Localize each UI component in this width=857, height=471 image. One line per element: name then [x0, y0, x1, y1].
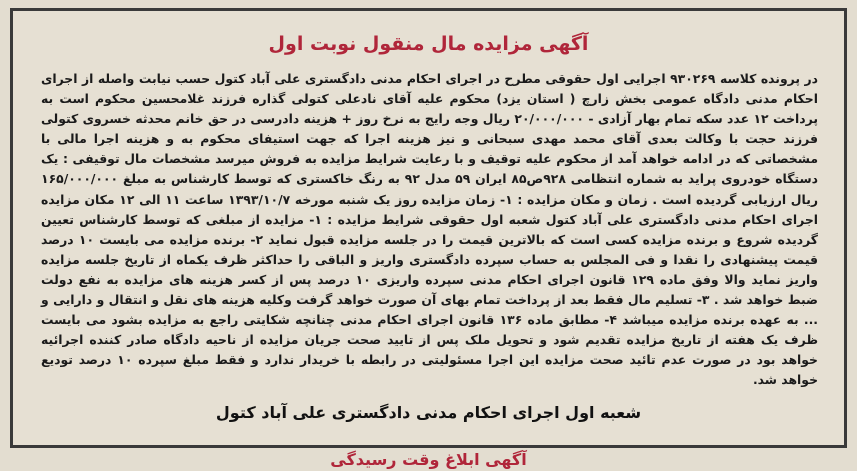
- next-notice-heading: آگهی ابلاغ وقت رسیدگی: [330, 450, 527, 469]
- notice-body: [41, 69, 818, 391]
- notice-title: آگهی مزایده مال منقول نوبت اول: [268, 33, 589, 55]
- notice-signature: شعبه اول اجرای احکام مدنی دادگستری علی آباد کتول: [215, 403, 642, 422]
- auction-notice-box: [10, 8, 847, 448]
- notice-paragraph: در پرونده کلاسه ۹۳۰۲۶۹ اجرایی اول حقوقی مطرح در اجرای احکام مدنی دادگستری علی آباد کتول حسب نیابت واصله از اجرای احکام مدنی دادگاه عمومی بخش زارچ ( استان یزد) محکوم علیه آقای نادعلی کتولی گذاره فرزند غلامحسین محکوم است به پرداخت ۱۲ عدد سکه تمام بهار آزادی - ۲۰/۰۰۰/۰۰۰ ریال وجه رایج به نرخ روز + هزینه دادرسی در حق خانم محدثه خسروی کتولی فرزند حجت با وکالت بعدی آقای محمد مهدی سبحانی و نیز هزینه اجرا که جهت استیفای محکوم به و هزینه اجرا مالی با مشخصاتی که در ادامه خواهد آمد از محکوم علیه توقیف و با رعایت شرایط مزایده به فروش میرسد مشخصات مال توقیفی : یک دستگاه خودروی پراید به شماره انتظامی ۹۲۸ص۸۵ ایران ۵۹ مدل ۹۲ به رنگ خاکستری که توسط کارشناس به مبلغ ۱۶۵/۰۰۰/۰۰۰ ریال ارزیابی گردیده است . زمان و مکان مزایده : ۱- زمان مزایده روز یک شنبه مورخه ۱۳۹۳/۱۰/۷ ساعت ۱۱ الی ۱۲ مکان مزایده اجرای احکام مدنی دادگستری علی آباد کتول شعبه اول حقوقی شرایط مزایده : ۱- مزایده از مبلغی که توسط کارشناس تعیین گردیده شروع و برنده مزایده کسی است که بالاترین قیمت را در جلسه مزایده قبول نماید ۲- برنده مزایده می بایست ۱۰ درصد قیمت پیشنهادی را نقدا و فی المجلس به حساب سپرده دادگستری واریز و الباقی را حداکثر ظرف یکماه از تاریخ جلسه مزایده واریز نماید والا وفق ماده ۱۲۹ قانون اجرای احکام مدنی سپرده واریزی ۱۰ درصد پس از کسر هزینه های مزایده به نفع دولت ضبط خواهد شد . ۳- تسلیم مال فقط بعد از پرداخت تمام بهای آن صورت خواهد گرفت وکلیه هزینه های نقل و انتقال و دارایی و ... به عهده برنده مزایده میباشد ۴- مطابق ماده ۱۳۶ قانون اجرای احکام مدنی چنانچه شکایتی راجع به مزایده بشود می بایست ظرف یک هفته از تاریخ مزایده تقدیم شود و تحویل ملک پس از تایید صحت جریان مزایده از ناحیه دادگاه صادر کننده اجرائیه خواهد بود در صورت عدم تائید صحت مزایده این اجرا مسئولیتی در رابطه با خریدار ندارد و فقط مبلغ سپرده ۱۰ درصد تودیع خواهد شد.: [41, 71, 819, 388]
